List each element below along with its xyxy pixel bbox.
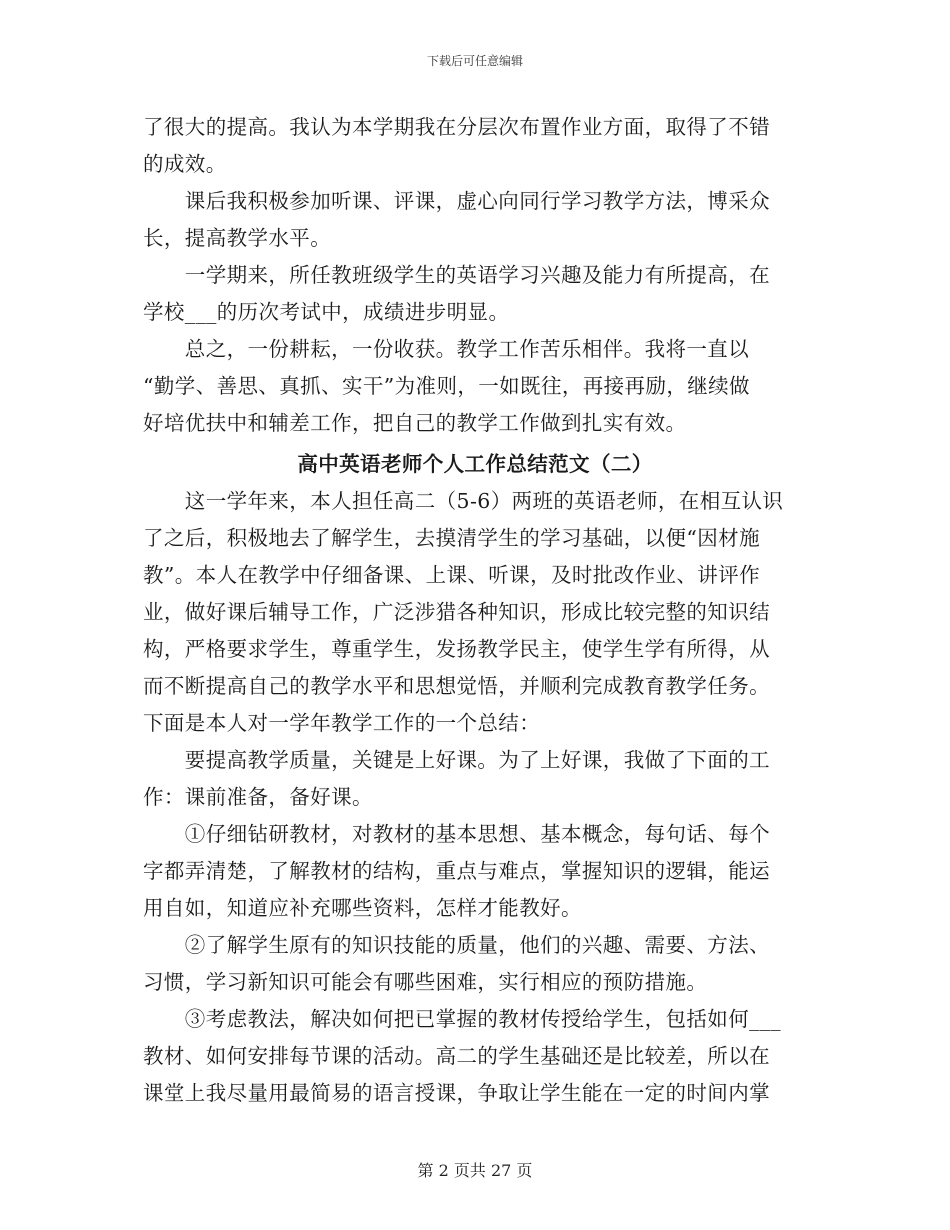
text-line: 这一学年来，本人担任高二（5-6）两班的英语老师，在相互认识 bbox=[143, 489, 784, 513]
page-footer: 第 2 页共 27 页 bbox=[417, 1161, 533, 1180]
text-line: 要提高教学质量，关键是上好课。为了上好课，我做了下面的工 bbox=[143, 748, 770, 772]
text-line: 用自如，知道应补充哪些资料，怎样才能教好。 bbox=[143, 896, 582, 920]
text-line: ③考虑教法，解决如何把已掌握的教材传授给学生，包括如何___ bbox=[143, 1007, 782, 1031]
text-line: ②了解学生原有的知识技能的质量，他们的兴趣、需要、方法、 bbox=[143, 933, 770, 957]
text-line: 作：课前准备，备好课。 bbox=[143, 785, 373, 809]
page-header: 下载后可任意编辑 bbox=[426, 54, 523, 68]
text-line: 字都弄清楚，了解教材的结构，重点与难点，掌握知识的逻辑，能运 bbox=[143, 859, 770, 883]
text-line: 学校___的历次考试中，成绩进步明显。 bbox=[143, 300, 510, 324]
text-line: 的成效。 bbox=[143, 152, 227, 176]
text-line: 了之后，积极地去了解学生，去摸清学生的学习基础，以便“因材施 bbox=[143, 526, 760, 550]
text-line: “勤学、善思、真抓、实干”为准则，一如既往，再接再励，继续做 bbox=[143, 374, 750, 398]
text-line: 下面是本人对一学年教学工作的一个总结： bbox=[143, 711, 541, 735]
text-line: 教材、如何安排每节课的活动。高二的学生基础还是比较差，所以在 bbox=[143, 1044, 770, 1068]
text-line: 总之，一份耕耘，一份收获。教学工作苦乐相伴。我将一直以 bbox=[143, 337, 750, 361]
text-line: 课堂上我尽量用最简易的语言授课，争取让学生能在一定的时间内掌 bbox=[143, 1081, 770, 1105]
text-line: 而不断提高自己的教学水平和思想觉悟，并顺利完成教育教学任务。 bbox=[143, 674, 770, 698]
text-line: 习惯，学习新知识可能会有哪些困难，实行相应的预防措施。 bbox=[143, 970, 708, 994]
text-line: 业，做好课后辅导工作，广泛涉猎各种知识，形成比较完整的知识结 bbox=[143, 600, 770, 624]
text-line: 课后我积极参加听课、评课，虚心向同行学习教学方法，博采众 bbox=[143, 189, 770, 213]
text-line: ①仔细钻研教材，对教材的基本思想、基本概念，每句话、每个 bbox=[143, 822, 770, 846]
section-title: 高中英语老师个人工作总结范文（二） bbox=[297, 452, 653, 476]
text-line: 长，提高教学水平。 bbox=[143, 226, 332, 250]
text-line: 了很大的提高。我认为本学期我在分层次布置作业方面，取得了不错 bbox=[143, 115, 770, 139]
text-line: 教”。本人在教学中仔细备课、上课、听课，及时批改作业、讲评作 bbox=[143, 563, 760, 587]
text-line: 一学期来，所任教班级学生的英语学习兴趣及能力有所提高，在 bbox=[143, 263, 770, 287]
text-line: 构，严格要求学生，尊重学生，发扬教学民主，使学生学有所得，从 bbox=[143, 637, 770, 661]
text-line: 好培优扶中和辅差工作，把自己的教学工作做到扎实有效。 bbox=[143, 411, 687, 435]
